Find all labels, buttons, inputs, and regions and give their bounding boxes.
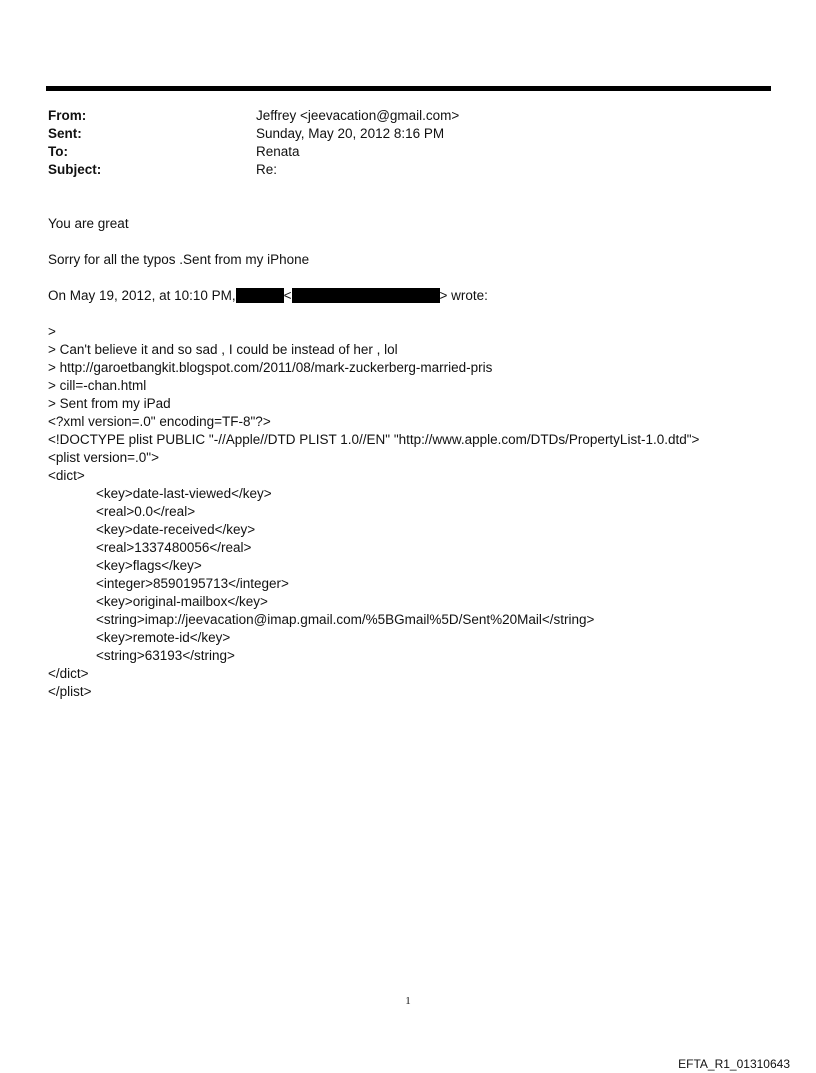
sent-value: Sunday, May 20, 2012 8:16 PM xyxy=(256,126,445,141)
plist-line: </plist> xyxy=(48,684,92,699)
redaction-bar xyxy=(236,288,284,303)
to-row xyxy=(48,143,459,161)
body-line-1: You are great xyxy=(48,216,129,231)
plist-line: <!DOCTYPE plist PUBLIC "-//Apple//DTD PLIST 1.0//EN" "http://www.apple.com/DTDs/PropertyList-1.0.dtd"> xyxy=(48,432,700,447)
page-number: 1 xyxy=(405,995,411,1007)
reply-lt: < xyxy=(283,288,292,303)
reply-attribution xyxy=(48,287,488,305)
subject-value: Re: xyxy=(256,162,278,177)
plist-line: <string>63193</string> xyxy=(96,648,235,663)
sent-row xyxy=(48,125,459,143)
plist-line: <string>imap://jeevacation@imap.gmail.com/%5BGmail%5D/Sent%20Mail</string> xyxy=(96,612,595,627)
plist-line: <real>0.0</real> xyxy=(96,504,196,519)
plist-line: <real>1337480056</real> xyxy=(96,540,252,555)
body-line-2: Sorry for all the typos .Sent from my iPhone xyxy=(48,252,310,267)
plist-line: <plist version=.0"> xyxy=(48,450,159,465)
quoted-line: > cill=-chan.html xyxy=(48,378,147,393)
subject-label: Subject: xyxy=(48,162,102,177)
plist-line: <dict> xyxy=(48,468,85,483)
from-value: Jeffrey <jeevacation@gmail.com> xyxy=(256,108,460,123)
redaction-bar xyxy=(292,288,440,303)
plist-line: <key>flags</key> xyxy=(96,558,202,573)
to-value: Renata xyxy=(256,144,300,159)
plist-line: <?xml version=.0" encoding=TF-8"?> xyxy=(48,414,271,429)
plist-line: <key>date-received</key> xyxy=(96,522,256,537)
quoted-line: > Sent from my iPad xyxy=(48,396,171,411)
plist-line: <key>original-mailbox</key> xyxy=(96,594,268,609)
quoted-line: > http://garoetbangkit.blogspot.com/2011/08/mark-zuckerberg-married-pris xyxy=(48,360,493,375)
quoted-line: > xyxy=(48,324,56,339)
plist-line: <key>date-last-viewed</key> xyxy=(96,486,272,501)
email-header xyxy=(48,107,459,179)
plist-line: <key>remote-id</key> xyxy=(96,630,231,645)
document-id: EFTA_R1_01310643 xyxy=(678,1057,790,1071)
quoted-message xyxy=(48,323,699,701)
quoted-line: > Can't believe it and so sad , I could be instead of her , lol xyxy=(48,342,398,357)
from-row xyxy=(48,107,459,125)
sent-label: Sent: xyxy=(48,126,82,141)
subject-row xyxy=(48,161,459,179)
from-label: From: xyxy=(48,108,87,123)
reply-suffix: > wrote: xyxy=(439,288,488,303)
plist-line: <integer>8590195713</integer> xyxy=(96,576,289,591)
plist-line: </dict> xyxy=(48,666,89,681)
to-label: To: xyxy=(48,144,68,159)
reply-prefix: On May 19, 2012, at 10:10 PM, xyxy=(48,288,236,303)
header-rule xyxy=(46,86,771,91)
